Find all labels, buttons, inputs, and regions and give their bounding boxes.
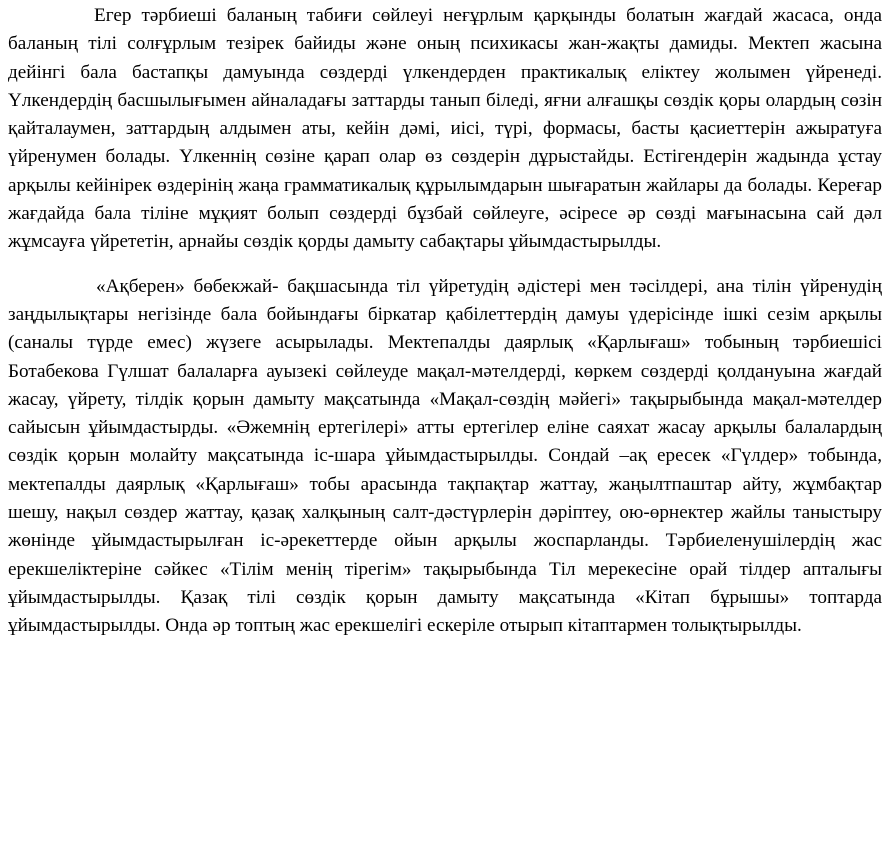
paragraph-1: Егер тәрбиеші баланың табиғи сөйлеуі неғұрлым қарқынды болатын жағдай жасаса, онда баланың тілі солғұрлым тезірек байиды және оның психикасы жан-жақты дамиды. Мектеп жасына дейінгі бала бастапқы дамуында сөздерді үлкендерден практикалық еліктеу жолымен үйренеді. Үлкендердің басшылығымен айналадағы заттарды танып біледі, яғни алғашқы сөздік қоры олардың сөзін қайталаумен, заттардың алдымен аты, кейін дәмі, иісі, түрі, формасы, басты қасиеттерін ажыратуға үйренумен болады. Үлкеннің сөзіне қарап олар өз сөздерін дұрыстайды. Естігендерін жадында ұстау арқылы кейінірек өздерінің жаңа грамматикалық құрылымдарын шығаратын жайлары да болады. Кереғар жағдайда бала тіліне мұқият болып сөздерді бұзбай сөйлеуге, әсіресе әр сөзді мағынасына сай дәл жұмсауға үйрететін, арнайы сөздік қорды дамыту сабақтары ұйымдастырылды. xyxy=(8,5,882,253)
paragraph-2: «Ақберен» бөбекжай- бақшасында тіл үйретудің әдістері мен тәсілдері, ана тілін үйренудің заңдылықтары негізінде бала бойындағы біркатар қабілеттердің дамуы үдерісінде ішкі сезім арқылы (саналы түрде емес) жүзеге асырылады. Мектепалды даярлық «Қарлығаш» тобының тәрбиешісі Ботабекова Гүлшат балаларға ауызекі сөйлеуде мақал-мәтелдерді, көркем сөздерді қолдануына жағдай жасау, үйрету, тілдік қорын дамыту мақсатында «Мақал-сөздің мәйегі» тақырыбында мақал-мәтелдер сайысын ұйымдастырды. «Әжемнің ертегілері» атты ертегілер еліне саяхат жасау арқылы балалардың сөздік қорын молайту мақсатында іс-шара ұйымдастырылды. Сондай –ақ ересек «Гүлдер» тобында, мектепалды даярлық «Қарлығаш» тобы арасында тақпақтар жаттау, жаңылтпаштар айту, жұмбақтар шешу, нақыл сөздер жаттау, қазақ халқының салт-дәстүрлерін дәріптеу, ою-өрнектер жайлы таныстыру жөнінде ұйымдастырылған іс-әрекеттерде ойын арқылы жоспарланды. Тәрбиеленушілердің жас ерекшеліктеріне сәйкес «Тілім менің тірегім» тақырыбында Тіл мерекесіне орай тілдер апталығы ұйымдастырылды. Қазақ тілі сөздік қорын дамыту мақсатында «Кітап бұрышы» топтарда ұйымдастырылды. Онда әр топтың жас ерекшелігі ескеріле отырып кітаптармен толықтырылды. xyxy=(8,275,882,637)
document-page xyxy=(8,2,882,641)
